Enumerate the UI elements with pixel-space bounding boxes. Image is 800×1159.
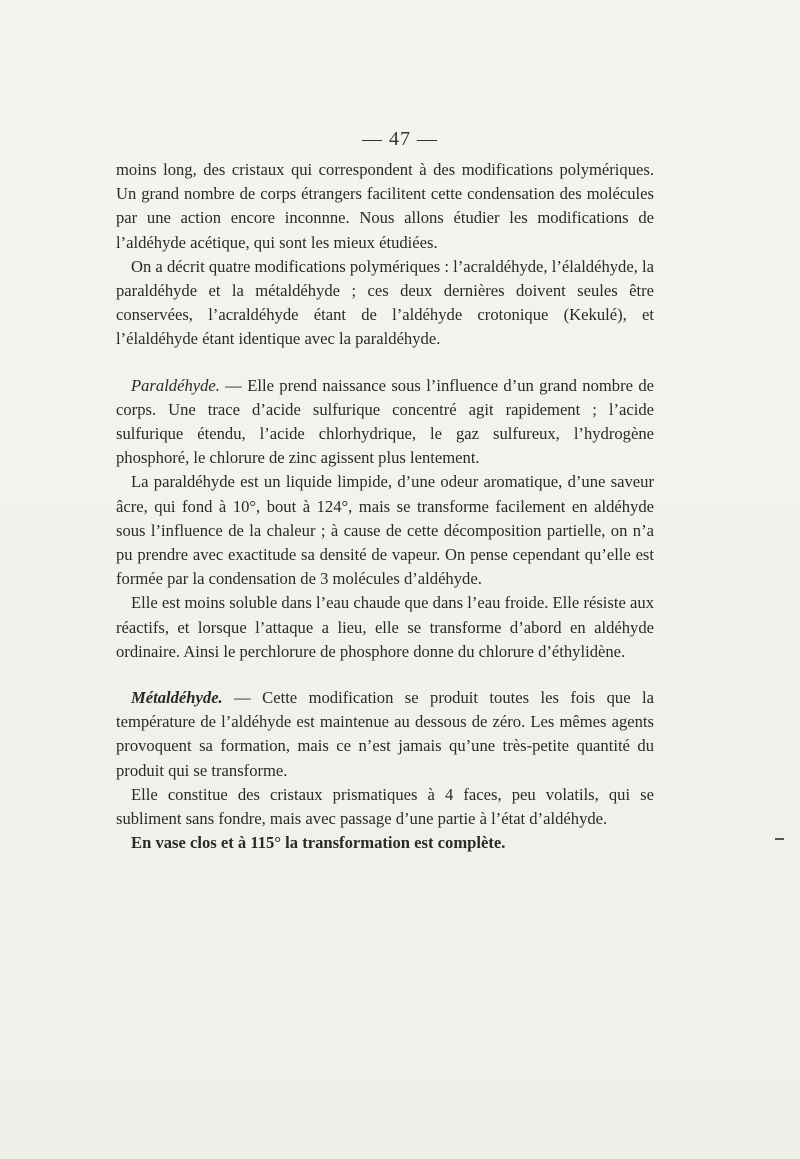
paragraph-metaldehyde-text: — Cette modification se produit toutes les fois que la température de l’aldéhyde est maintenue au dessous de zéro. Les mêmes agents provoquent sa formation, mais ce n’est jamais qu’une très-petite quantité du produit qui se transforme.	[116, 688, 654, 780]
paragraph-paraldehyde-solubility: Elle est moins soluble dans l’eau chaude que dans l’eau froide. Elle résiste aux réactifs, et lorsque l’attaque a lieu, elle se transforme d’abord en aldéhyde ordinaire. Ainsi le perchlorure de phosphore donne du chlorure d’éthylidène.	[116, 593, 654, 661]
paragraph-closed-vessel: En vase clos et à 115° la transformation est complète.	[131, 833, 506, 853]
paragraph-metaldehyde-crystals: Elle constitue des cristaux prismatiques à 4 faces, peu volatils, qui se subliment sans fondre, mais avec passage d’une partie à l’état d’aldéhyde.	[116, 784, 654, 829]
paragraph-paraldehyde-properties: La paraldéhyde est un liquide limpide, d’une odeur aromatique, d’une saveur âcre, qui fond à 10°, bout à 124°, mais se transforme facilement en aldéhyde sous l’influence de la chaleur ; à cause de cette décomposition partielle, on n’a pu prendre avec exactitude sa densité de vapeur. On pense cependant qu’elle est formée par la condensation de 3 molécules d’aldéhyde.	[116, 472, 654, 589]
body-text	[116, 158, 654, 855]
section-title-paraldehyde: Paraldéhyde.	[131, 375, 220, 395]
margin-mark	[775, 838, 784, 840]
paragraph-paraldehyde	[116, 374, 654, 471]
section-title-metaldehyde: Métaldéhyde.	[131, 688, 223, 708]
paragraph-metaldehyde	[116, 686, 654, 783]
paragraph-paraldehyde-text: — Elle prend naissance sous l’influence d’un grand nombre de corps. Une trace d’acide sulfurique concentré agit rapidement ; l’acide sulfurique étendu, l’acide chlorhydrique, le gaz sulfureux, l’hydrogène phosphoré, le chlorure de zinc agissent plus lentement.	[116, 375, 654, 468]
page-number: — 47 —	[362, 128, 438, 150]
paragraph-intro: moins long, des cristaux qui correspondent à des modifications polymériques. Un grand nombre de corps étrangers facilitent cette condensation des molécules par une action encore inconnne. Nous allons étudier les modifications de l’aldéhyde acétique, qui sont les mieux étudiées.	[116, 160, 654, 252]
paragraph-modifications: On a décrit quatre modifications polymériques : l’acraldéhyde, l’élaldéhyde, la paraldéhyde et la métaldéhyde ; ces deux dernières doivent seules être conservées, l’acraldéhyde étant de l’aldéhyde crotonique (Kekulé), et l’élaldéhyde étant identique avec la paraldéhyde.	[116, 256, 654, 349]
